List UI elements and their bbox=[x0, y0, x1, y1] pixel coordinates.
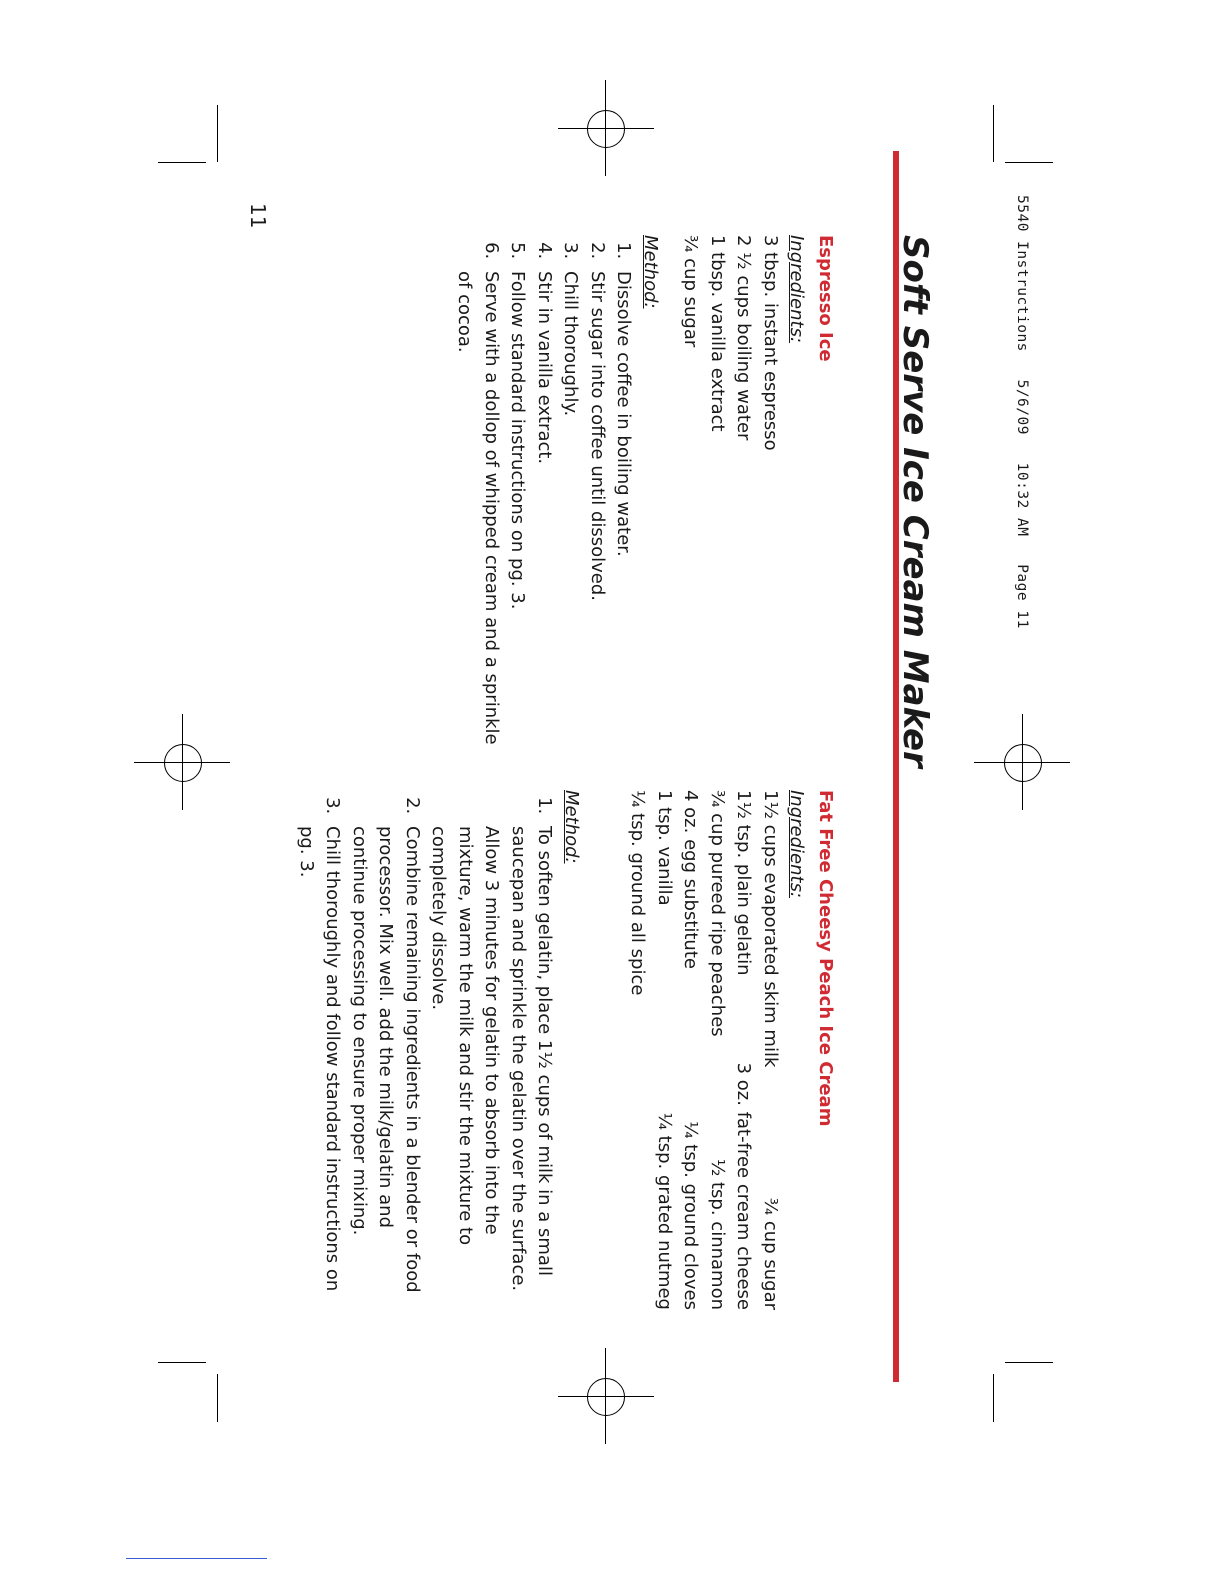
ingredient-item: 1½ cups evaporated skim milk bbox=[760, 790, 781, 1068]
page-title: Soft Serve Ice Cream Maker bbox=[895, 235, 935, 768]
method-label: Method: bbox=[561, 790, 582, 864]
crop-mark bbox=[993, 1374, 994, 1422]
method-step: 2. Stir sugar into coffee until dissolved. bbox=[584, 265, 611, 755]
ingredient-item: 3 tbsp. instant espresso bbox=[760, 235, 781, 451]
method-step: 6. Serve with a dollop of whipped cream and a sprinkle of cocoa. bbox=[451, 265, 504, 755]
ingredient-row bbox=[677, 790, 704, 1310]
ingredient-item: 1 tsp. vanilla bbox=[654, 790, 675, 906]
ingredient-item: 3 oz. fat-free cream cheese bbox=[733, 1062, 755, 1310]
method-steps bbox=[451, 235, 637, 755]
method-step: 4. Stir in vanilla extract. bbox=[531, 265, 558, 755]
recipe-espresso-ice bbox=[451, 235, 838, 755]
footer-rule bbox=[126, 1558, 267, 1559]
crop-mark bbox=[158, 162, 206, 163]
ingredient-item: ½ tsp. cinnamon bbox=[707, 1158, 728, 1310]
print-slug: 5540 Instructions 5/6/09 10:32 AM Page 11 bbox=[1014, 195, 1030, 629]
crop-mark bbox=[993, 105, 994, 162]
recipe-cheesy-peach-ice-cream bbox=[293, 790, 839, 1310]
method-label: Method: bbox=[640, 235, 661, 309]
page-number: 11 bbox=[246, 203, 270, 229]
ingredient-row bbox=[704, 790, 731, 1310]
crop-mark bbox=[1005, 1362, 1053, 1363]
crop-mark bbox=[217, 105, 218, 162]
ingredient-item: 1½ tsp. plain gelatin bbox=[733, 790, 755, 976]
ingredient-item: ¾ cup sugar bbox=[760, 1197, 781, 1310]
ingredient-item: ¾ cup sugar bbox=[680, 235, 702, 348]
ingredient-item: 2 ½ cups boiling water bbox=[733, 235, 755, 441]
crop-mark bbox=[217, 1374, 218, 1422]
method-step: 1. To soften gelatin, place 1½ cups of milk in a small saucepan and sprinkle the gelatin over the surface. Allow 3 minutes for gelatin to absorb into the mixture, warm the milk and stir the mixture to completely dissolve. bbox=[425, 820, 558, 1310]
recipe-title: Espresso Ice bbox=[815, 235, 836, 362]
ingredient-item: ¼ tsp. ground cloves bbox=[680, 1121, 702, 1310]
ingredient-row bbox=[757, 790, 784, 1310]
method-steps bbox=[293, 790, 558, 1310]
ingredient-item: ¼ tsp. grated nutmeg bbox=[654, 1112, 675, 1310]
ingredient-row bbox=[651, 790, 678, 1310]
ingredient-item: 4 oz. egg substitute bbox=[680, 790, 702, 969]
method-step: 5. Follow standard instructions on pg. 3. bbox=[504, 265, 531, 755]
crop-mark bbox=[1005, 162, 1053, 163]
ingredient-row bbox=[730, 790, 757, 1310]
ingredients-label: Ingredients: bbox=[786, 235, 808, 344]
ingredient-item: ¾ cup pureed ripe peaches bbox=[707, 790, 728, 1037]
ingredient-item: ¼ tsp. ground all spice bbox=[627, 790, 649, 996]
ingredient-row bbox=[624, 790, 651, 1310]
ingredients-label: Ingredients: bbox=[786, 790, 808, 899]
ingredient-item: 1 tbsp. vanilla extract bbox=[707, 235, 728, 432]
crop-mark bbox=[158, 1362, 206, 1363]
method-step: 1. Dissolve coffee in boiling water. bbox=[610, 265, 637, 755]
recipe-title: Fat Free Cheesy Peach Ice Cream bbox=[815, 790, 836, 1127]
method-step: 2. Combine remaining ingredients in a blender or food processor. Mix well. add the milk/gelatin and continue processing to ensure proper mixing. bbox=[346, 820, 426, 1310]
method-step: 3. Chill thoroughly and follow standard instructions on pg. 3. bbox=[293, 820, 346, 1310]
method-step: 3. Chill thoroughly. bbox=[557, 265, 584, 755]
